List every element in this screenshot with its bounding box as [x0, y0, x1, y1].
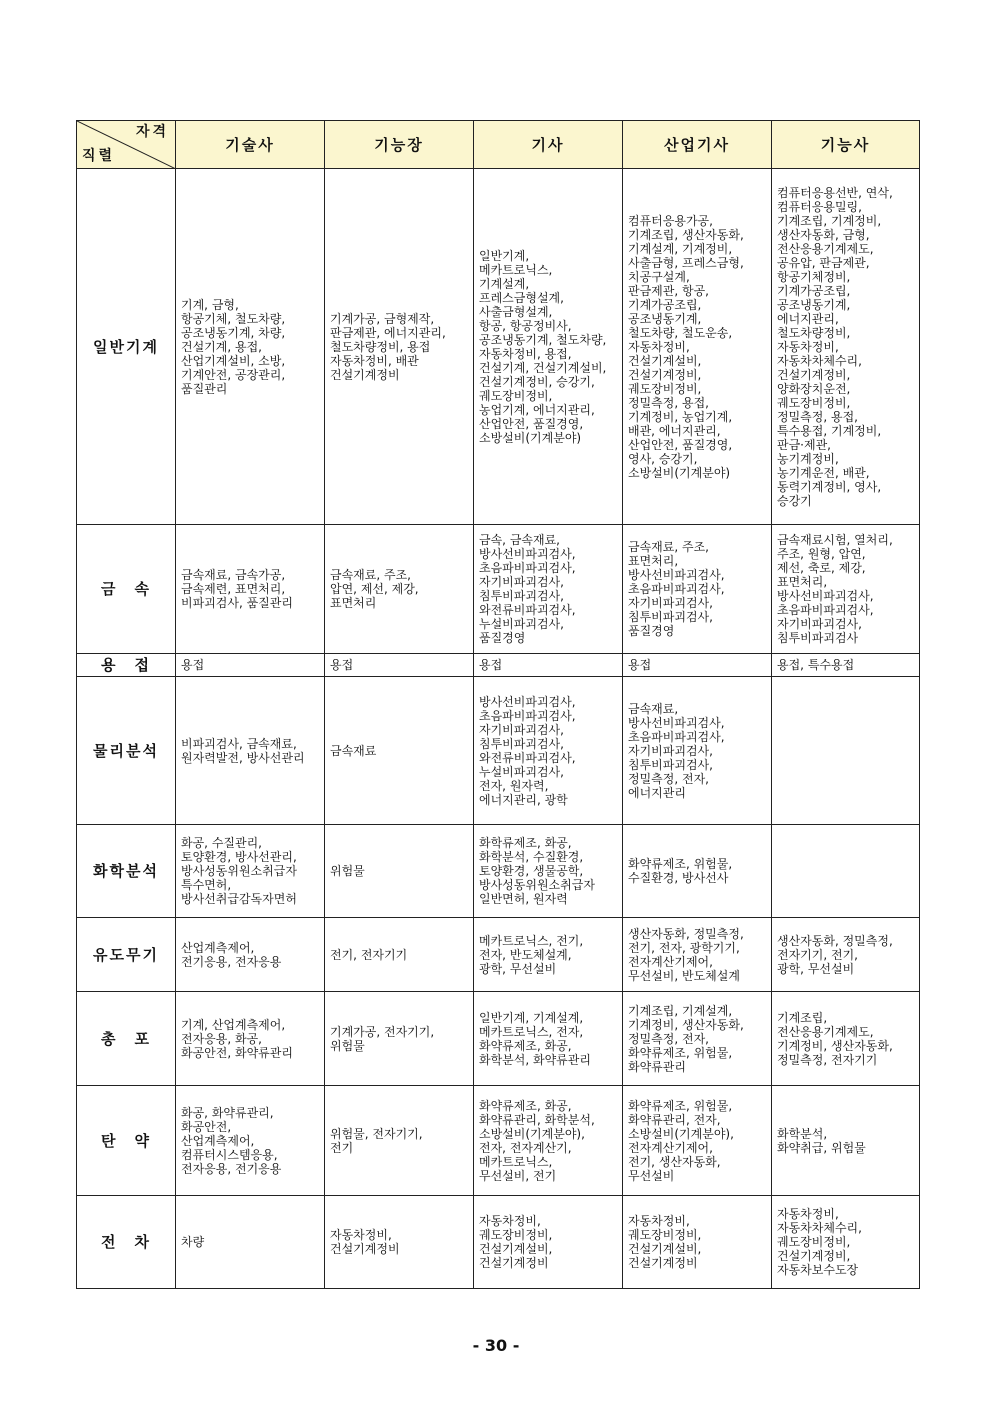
table-cell [176, 1196, 325, 1289]
cell-text: 화학분석, 화약취급, 위험물 [777, 1126, 866, 1155]
cell-text: 생산자동화, 정밀측정, 전기, 전자, 광학기기, 전자계산기제어, 무선설비, 반도체설계 [628, 926, 744, 983]
corner-header-cell [77, 121, 176, 169]
cell-text: 용접, 특수용접 [777, 658, 855, 672]
table-cell [772, 1086, 920, 1196]
cell-text: 일반기계, 메카트로닉스, 기계설계, 프레스금형설계, 사출금형설계, 항공, 항공정비사, 공조냉동기계, 철도차량, 자동차정비, 용접, 건설기계, 건설기계설비, 건설기계정비, 승강기, 궤도장비정비, 농업기계, 에너지관리, 산업안전, 품질경영, 소방설비(기계분야) [479, 248, 607, 445]
cell-text: 차량 [181, 1235, 205, 1249]
row-header: 탄 약 [77, 1086, 176, 1196]
table-cell [176, 992, 325, 1086]
table-cell [474, 654, 623, 677]
cell-text: 기계조립, 기계설계, 기계정비, 생산자동화, 정밀측정, 전자, 화약류제조, 위험물, 화약류관리 [628, 1003, 744, 1074]
table-cell [623, 677, 772, 825]
cell-text: 용접 [330, 658, 354, 672]
cell-text: 기계가공, 전자기기, 위험물 [330, 1024, 435, 1053]
row-header: 전 차 [77, 1196, 176, 1289]
cell-text: 컴퓨터응용가공, 기계조립, 생산자동화, 기계설계, 기계정비, 사출금형, 프레스금형, 치공구설계, 판금제관, 항공, 기계가공조립, 공조냉동기계, 철도차량, 철도운송, 자동차정비, 건설기계설비, 건설기계정비, 궤도장비정비, 정밀측정, 용접, 기계정비, 농업기계, 배관, 에너지관리, 산업안전, 품질경영, 영사, 승강기, 소방설비(기계분야) [628, 213, 744, 480]
row-header: 유도무기 [77, 918, 176, 992]
table-cell [474, 992, 623, 1086]
table-cell [623, 1196, 772, 1289]
cell-text: 화학류제조, 화공, 화학분석, 수질환경, 토양환경, 생물공학, 방사성동위원소취급자 일반면허, 원자력 [479, 836, 595, 906]
qualification-table [76, 120, 920, 1289]
cell-text: 컴퓨터응용선반, 연삭, 컴퓨터응용밀링, 기계조립, 기계정비, 생산자동화, 금형, 전산응용기계제도, 공유압, 판금제관, 항공기체정비, 기계가공조립, 공조냉동기계, 에너지관리, 철도차량정비, 자동차정비, 자동차차체수리, 건설기계정비, 양화장치운전, 궤도장비정비, 정밀측정, 용접, 특수용접, 기계정비, 판금·제관, 농기계정비, 농기계운전, 배관, 동력기계정비, 영사, 승강기 [777, 185, 893, 508]
cell-text: 금속재료시험, 열처리, 주조, 원형, 압연, 제선, 축로, 제강, 표면처리, 방사선비파괴검사, 초음파비파괴검사, 자기비파괴검사, 침투비파괴검사 [777, 533, 893, 645]
table-cell [623, 992, 772, 1086]
table-cell [772, 654, 920, 677]
corner-label-series: 직렬 [82, 148, 116, 164]
cell-text: 위험물 [330, 864, 365, 878]
page-number: - 30 - [472, 1336, 520, 1355]
table-row [77, 525, 920, 654]
table-cell [176, 677, 325, 825]
table-row [77, 169, 920, 525]
cell-text: 기계, 금형, 항공기체, 철도차량, 공조냉동기계, 차량, 건설기계, 용접, 산업기계설비, 소방, 기계안전, 공장관리, 품질관리 [181, 297, 286, 396]
table-cell [176, 525, 325, 654]
cell-text: 자동차정비, 건설기계정비 [330, 1228, 400, 1256]
table-cell [474, 525, 623, 654]
cell-text: 자동차정비, 궤도장비정비, 건설기계설비, 건설기계정비 [479, 1214, 553, 1270]
table-cell [325, 918, 474, 992]
table-row [77, 677, 920, 825]
column-header: 기능장 [325, 121, 474, 169]
table-row [77, 654, 920, 677]
cell-text: 화공, 화약류관리, 화공안전, 산업계측제어, 컴퓨터시스템응용, 전자응용, 전기응용 [181, 1105, 282, 1176]
cell-text: 전기, 전자기기 [330, 947, 408, 962]
table-cell [772, 918, 920, 992]
cell-text: 기계가공, 금형제작, 판금제관, 에너지관리, 철도차량정비, 용접 자동차정비, 배관 건설기계정비 [330, 311, 446, 382]
cell-text: 비파괴검사, 금속재료, 원자력발전, 방사선관리 [181, 736, 305, 765]
cell-text: 화약류제조, 화공, 화약류관리, 화학분석, 소방설비(기계분야), 전자, 전자계산기, 메카트로닉스, 무선설비, 전기 [479, 1098, 595, 1183]
cell-text: 일반기계, 기계설계, 메카트로닉스, 전자, 화약류제조, 화공, 화학분석, 화약류관리 [479, 1010, 591, 1067]
table-cell [176, 825, 325, 918]
table-cell [474, 1086, 623, 1196]
cell-text: 화공, 수질관리, 토양환경, 방사선관리, 방사성동위원소취급자 특수면허, 방사선취급감독자면허 [181, 836, 297, 906]
cell-text: 용접 [479, 658, 503, 672]
cell-text: 자동차정비, 궤도장비정비, 건설기계설비, 건설기계정비 [628, 1214, 702, 1270]
table-cell [623, 654, 772, 677]
row-header: 물리분석 [77, 677, 176, 825]
table-cell [623, 169, 772, 525]
table-cell [325, 677, 474, 825]
cell-text: 위험물, 전자기기, 전기 [330, 1126, 423, 1155]
table-cell [772, 825, 920, 918]
table-cell [623, 1086, 772, 1196]
table-cell [325, 992, 474, 1086]
table-cell [325, 825, 474, 918]
cell-text: 메카트로닉스, 전기, 전자, 반도체설계, 광학, 무선설비 [479, 933, 584, 976]
table-cell [325, 525, 474, 654]
cell-text: 금속재료, 방사선비파괴검사, 초음파비파괴검사, 자기비파괴검사, 침투비파괴검사, 정밀측정, 전자, 에너지관리 [628, 701, 725, 800]
cell-text: 기계조립, 전산응용기계제도, 기계정비, 생산자동화, 정밀측정, 전자기기 [777, 1010, 893, 1067]
table-cell [176, 654, 325, 677]
cell-text: 화약류제조, 위험물, 수질환경, 방사선사 [628, 857, 733, 885]
table-cell [176, 169, 325, 525]
header-row [77, 121, 920, 169]
cell-text: 금속재료, 주조, 압연, 제선, 제강, 표면처리 [330, 568, 419, 610]
cell-text: 금속, 금속재료, 방사선비파괴검사, 초음파비파괴검사, 자기비파괴검사, 침투비파괴검사, 와전류비파괴검사, 누설비파괴검사, 품질경영 [479, 533, 576, 645]
cell-text: 금속재료, 금속가공, 금속제련, 표면처리, 비파괴검사, 품질관리 [181, 568, 293, 610]
row-header: 용 접 [77, 654, 176, 677]
corner-label-qualification: 자격 [135, 124, 169, 140]
table-cell [474, 825, 623, 918]
table-row [77, 992, 920, 1086]
table-cell [772, 677, 920, 825]
table-cell [772, 992, 920, 1086]
row-header: 화학분석 [77, 825, 176, 918]
table-cell [474, 677, 623, 825]
row-header: 총 포 [77, 992, 176, 1086]
column-header: 기사 [474, 121, 623, 169]
cell-text: 금속재료 [330, 743, 377, 758]
table-cell [325, 654, 474, 677]
cell-text: 자동차정비, 자동차차체수리, 궤도장비정비, 건설기계정비, 자동차보수도장 [777, 1207, 862, 1277]
row-header: 금 속 [77, 525, 176, 654]
cell-text: 생산자동화, 정밀측정, 전자기기, 전기, 광학, 무선설비 [777, 933, 893, 976]
table-row [77, 825, 920, 918]
cell-text: 기계, 산업계측제어, 전자응용, 화공, 화공안전, 화약류관리 [181, 1017, 293, 1060]
table-cell [325, 169, 474, 525]
table-row [77, 1086, 920, 1196]
column-header: 기능사 [772, 121, 920, 169]
column-header: 산업기사 [623, 121, 772, 169]
table-cell [623, 525, 772, 654]
table-cell [474, 1196, 623, 1289]
cell-text: 금속재료, 주조, 표면처리, 방사선비파괴검사, 초음파비파괴검사, 자기비파괴검사, 침투비파괴검사, 품질경영 [628, 540, 725, 638]
table-row [77, 918, 920, 992]
table-cell [772, 1196, 920, 1289]
table-cell [474, 918, 623, 992]
cell-text: 용접 [181, 658, 205, 672]
table-cell [325, 1196, 474, 1289]
table-cell [176, 918, 325, 992]
table-cell [772, 525, 920, 654]
table-cell [623, 918, 772, 992]
cell-text: 방사선비파괴검사, 초음파비파괴검사, 자기비파괴검사, 침투비파괴검사, 와전류비파괴검사, 누설비파괴검사, 전자, 원자력, 에너지관리, 광학 [479, 694, 576, 807]
table-cell [325, 1086, 474, 1196]
column-header: 기술사 [176, 121, 325, 169]
table-cell [623, 825, 772, 918]
cell-text: 용접 [628, 658, 652, 672]
table-cell [176, 1086, 325, 1196]
cell-text: 산업계측제어, 전기응용, 전자응용 [181, 940, 282, 969]
row-header: 일반기계 [77, 169, 176, 525]
cell-text: 화약류제조, 위험물, 화약류관리, 전자, 소방설비(기계분야), 전자계산기제어, 전기, 생산자동화, 무선설비 [628, 1098, 734, 1183]
table-cell [772, 169, 920, 525]
table-row [77, 1196, 920, 1289]
table-cell [474, 169, 623, 525]
